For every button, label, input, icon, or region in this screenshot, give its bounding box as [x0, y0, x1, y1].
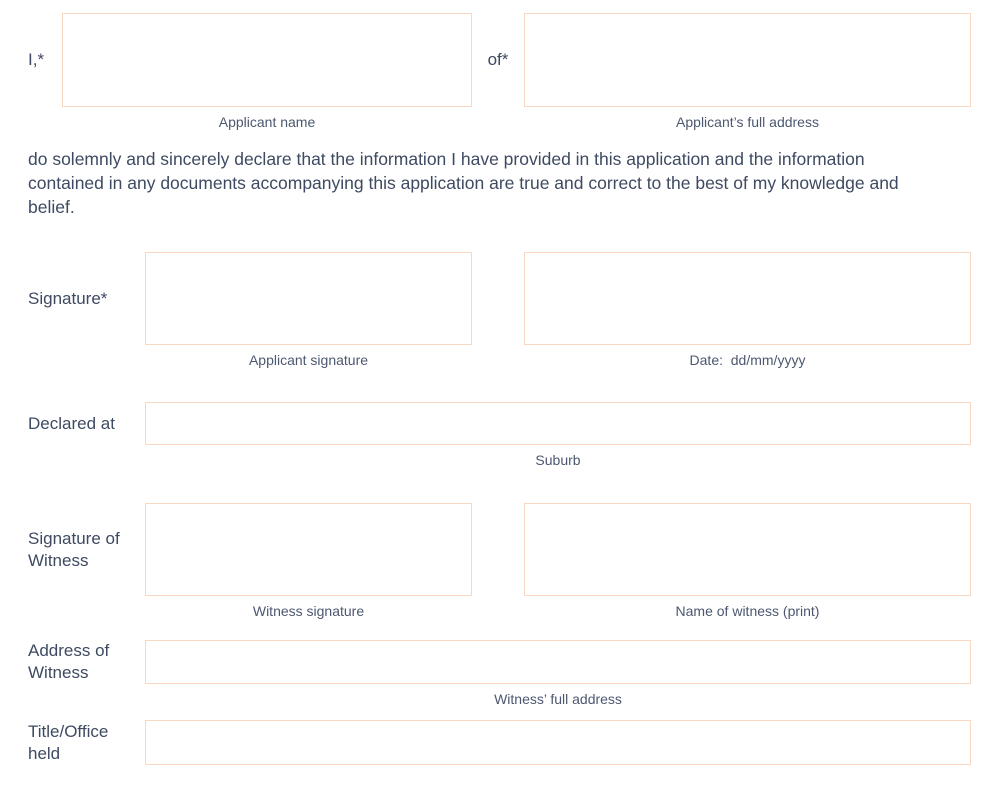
witness-name-field[interactable] [524, 503, 971, 596]
witness-name-caption: Name of witness (print) [675, 603, 820, 619]
declared-at-label: Declared at [28, 414, 115, 433]
signature-date-field[interactable] [524, 252, 971, 345]
witness-address-group [145, 640, 971, 708]
signature-date-group [524, 252, 971, 369]
witness-name-group [524, 503, 971, 620]
row-witness-signature [28, 503, 971, 620]
applicant-signature-field[interactable] [145, 252, 472, 345]
declared-at-caption: Suburb [535, 452, 581, 468]
declaration-text: do solemnly and sincerely declare that the information I have provided in this application and the information contained in any documents accompanying this application are true and correct to the best of my knowledge and belief. [28, 149, 899, 217]
applicant-name-caption: Applicant name [218, 114, 316, 130]
witness-signature-group [145, 503, 472, 620]
applicant-address-caption: Applicant’s full address [676, 114, 819, 130]
applicant-address-group [524, 13, 971, 131]
row-title-office [28, 720, 971, 765]
row-signature [28, 252, 971, 369]
applicant-address-field[interactable] [524, 13, 971, 107]
row-declared-at [28, 402, 971, 469]
applicant-address-label: of* [487, 50, 509, 69]
applicant-signature-group [145, 252, 472, 369]
applicant-signature-label: Signature* [28, 288, 108, 308]
title-office-field[interactable] [145, 720, 971, 765]
witness-signature-field[interactable] [145, 503, 472, 596]
title-office-group [145, 720, 971, 765]
witness-signature-caption: Witness signature [252, 603, 365, 619]
witness-signature-label: Signature of Witness [28, 528, 120, 570]
witness-address-caption: Witness’ full address [494, 691, 622, 707]
applicant-name-label: I,* [28, 50, 45, 69]
witness-address-field[interactable] [145, 640, 971, 684]
declared-at-group [145, 402, 971, 469]
witness-address-label: Address of Witness [28, 641, 110, 682]
row-witness-address [28, 640, 971, 708]
applicant-name-group [62, 13, 472, 131]
row-applicant [28, 13, 971, 131]
applicant-signature-caption: Applicant signature [248, 352, 369, 368]
title-office-label: Title/Office held [28, 721, 109, 763]
declared-at-field[interactable] [145, 402, 971, 445]
signature-date-caption: Date: dd/mm/yyyy [689, 352, 806, 368]
applicant-name-field[interactable] [62, 13, 472, 107]
